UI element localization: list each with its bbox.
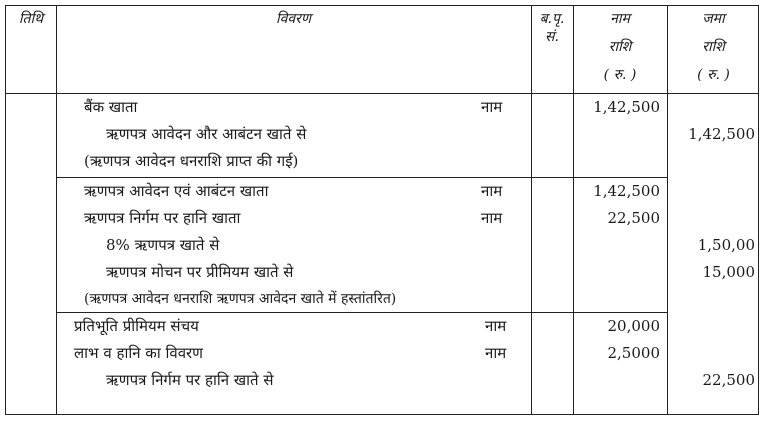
particular-text: ऋणपत्र आवेदन और आबंटन खाते से [106,125,307,143]
debit-amount: 1,42,500 [593,98,660,116]
header-date: तिथि [18,11,44,27]
narration-text: (ऋणपत्र आवेदन धनराशि ऋणपत्र आवेदन खाते में हस्तांतरित) [84,291,397,307]
credit-amount: 22,500 [702,371,755,389]
journal-table [5,5,759,415]
entry-divider [56,177,667,178]
debit-amount: 22,500 [607,209,660,227]
header-particulars: विवरण [275,11,312,27]
debit-amount: 20,000 [607,317,660,335]
particular-text: ऋणपत्र निर्गम पर हानि खाता [84,209,241,227]
particular-text: प्रतिभूति प्रीमियम संचय [74,317,199,335]
header-credit-line3: ( रु. ) [697,67,730,83]
particular-text: लाभ व हानि का विवरण [74,344,204,362]
particular-text: 8% ऋणपत्र खाते से [106,236,220,254]
header-debit-line2: राशि [608,39,632,55]
dr-marker: नाम [481,98,503,116]
header-folio-line1: ब.पृ. [539,11,565,27]
dr-marker: नाम [485,317,507,335]
column-divider [56,6,57,414]
header-credit-line1: जमा [702,11,725,27]
header-folio-line2: सं. [545,29,559,45]
dr-marker: नाम [485,344,507,362]
debit-amount: 2,5000 [607,344,660,362]
header-debit-line1: नाम [610,11,630,27]
credit-amount: 1,42,500 [688,125,755,143]
particular-text: ऋणपत्र मोचन पर प्रीमियम खाते से [106,263,294,281]
dr-marker: नाम [481,182,503,200]
narration-text: (ऋणपत्र आवेदन धनराशि प्राप्त की गई) [84,152,299,170]
header-divider [6,93,758,94]
debit-amount: 1,42,500 [593,182,660,200]
header-debit-line3: ( रु. ) [603,67,637,83]
credit-amount: 1,50,00 [697,236,755,254]
particular-text: बैंक खाता [84,98,138,116]
entry-divider [56,312,667,313]
column-divider [531,6,532,414]
dr-marker: नाम [481,209,503,227]
particular-text: ऋणपत्र आवेदन एवं आबंटन खाता [84,182,269,200]
credit-amount: 15,000 [702,263,755,281]
particular-text: ऋणपत्र निर्गम पर हानि खाते से [106,371,274,389]
header-credit-line2: राशि [702,39,725,55]
